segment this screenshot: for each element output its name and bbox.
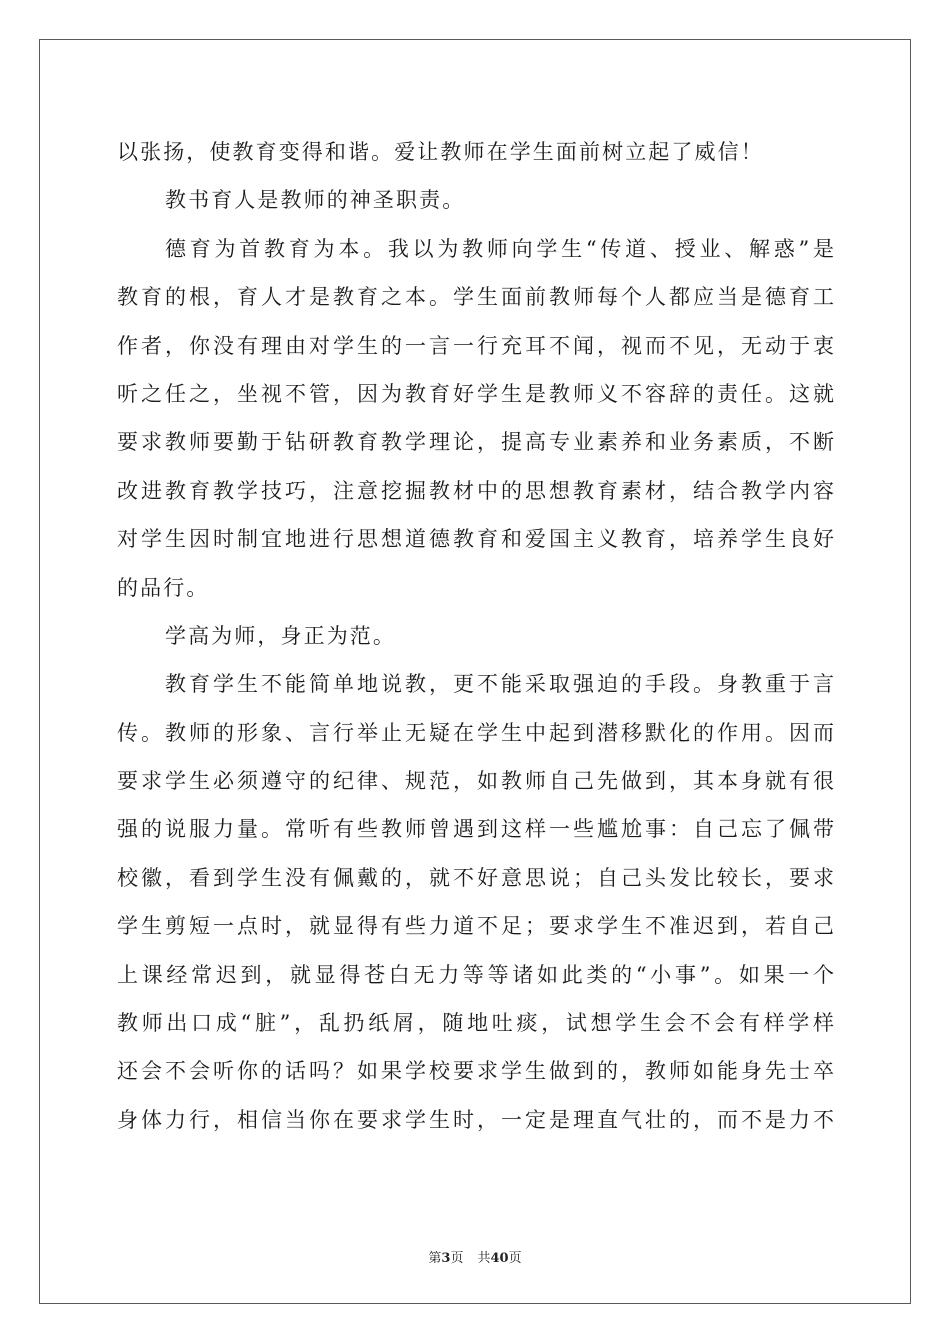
text-line: 还会不会听你的话吗？如果学校要求学生做到的，教师如能身先士卒 bbox=[117, 1059, 834, 1084]
text-line: 德育为首教育为本。我以为教师向学生“传道、授业、解惑”是 bbox=[165, 236, 834, 261]
text-line: 学生剪短一点时，就显得有些力道不足；要求学生不准迟到，若自己 bbox=[117, 914, 834, 939]
text-line: 听之任之，坐视不管，因为教育好学生是教师义不容辞的责任。这就 bbox=[117, 381, 834, 406]
text-line: 身体力行，相信当你在要求学生时，一定是理直气壮的，而不是力不 bbox=[117, 1107, 834, 1132]
text-line: 传。教师的形象、言行举止无疑在学生中起到潜移默化的作用。因而 bbox=[117, 720, 834, 745]
total-suffix: 页 bbox=[508, 1251, 522, 1266]
page-footer bbox=[0, 1247, 950, 1266]
text-line: 上课经常迟到，就显得苍白无力等等诸如此类的“小事”。如果一个 bbox=[117, 962, 834, 987]
text-line: 教育的根，育人才是教育之本。学生面前教师每个人都应当是德育工 bbox=[117, 285, 834, 310]
text-line: 强的说服力量。常听有些教师曾遇到这样一些尴尬事：自己忘了佩带 bbox=[117, 817, 834, 842]
text-line: 校徽，看到学生没有佩戴的，就不好意思说；自己头发比较长，要求 bbox=[117, 865, 834, 890]
text-line: 作者，你没有理由对学生的一言一行充耳不闻，视而不见，无动于衷 bbox=[117, 333, 834, 358]
document-body bbox=[117, 128, 834, 1144]
page-number: 3 bbox=[441, 1251, 451, 1266]
text-line: 的品行。 bbox=[117, 575, 210, 600]
total-prefix: 共 bbox=[477, 1251, 491, 1266]
text-line: 要求教师要勤于钻研教育教学理论，提高专业素养和业务素质，不断 bbox=[117, 430, 834, 455]
text-line: 对学生因时制宜地进行思想道德教育和爱国主义教育，培养学生良好 bbox=[117, 527, 834, 552]
text-line: 学高为师，身正为范。 bbox=[165, 623, 396, 648]
total-pages: 40 bbox=[490, 1251, 509, 1266]
text-line: 改进教育教学技巧，注意挖掘教材中的思想教育素材，结合教学内容 bbox=[117, 478, 834, 503]
text-line: 教书育人是教师的神圣职责。 bbox=[165, 188, 466, 213]
text-line: 教师出口成“脏”，乱扔纸屑，随地吐痰，试想学生会不会有样学样 bbox=[117, 1011, 834, 1036]
text-line: 要求学生必须遵守的纪律、规范，如教师自己先做到，其本身就有很 bbox=[117, 769, 834, 794]
text-line: 以张扬，使教育变得和谐。爱让教师在学生面前树立起了威信！ bbox=[117, 140, 764, 164]
text-line: 教育学生不能简单地说教，更不能采取强迫的手段。身教重于言 bbox=[165, 672, 834, 697]
page-prefix: 第 bbox=[428, 1251, 442, 1266]
page-suffix: 页 bbox=[450, 1251, 464, 1266]
